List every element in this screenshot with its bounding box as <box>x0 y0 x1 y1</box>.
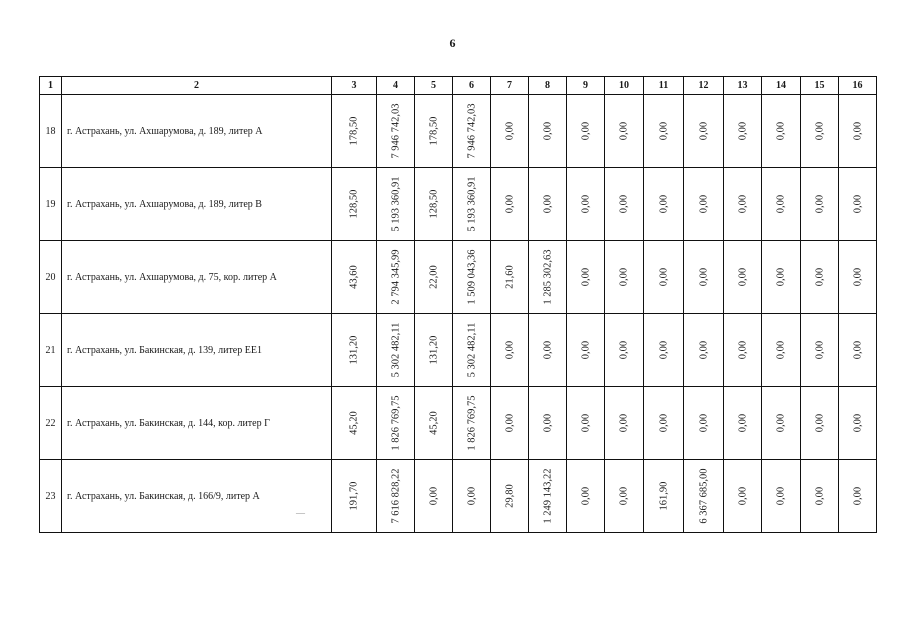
value-cell <box>491 95 529 168</box>
value-cell <box>453 95 491 168</box>
cell-value: 45,20 <box>348 411 360 435</box>
value-cell <box>605 387 644 460</box>
value-cell <box>529 460 567 533</box>
value-cell <box>839 95 877 168</box>
cell-value: 0,00 <box>658 413 669 433</box>
address-cell: г. Астрахань, ул. Ахшарумова, д. 75, кор. литер А <box>62 241 332 314</box>
value-cell <box>684 168 724 241</box>
value-cell <box>724 241 762 314</box>
cell-value: 0,00 <box>698 340 709 360</box>
cell-value: 5 193 360,91 <box>390 176 401 232</box>
value-cell <box>801 241 839 314</box>
cell-value: 0,00 <box>814 340 825 360</box>
cell-value: 1 826 769,75 <box>390 395 401 451</box>
value-cell <box>839 460 877 533</box>
column-header: 2 <box>62 77 332 95</box>
cell-value: 191,70 <box>348 481 360 511</box>
address-cell: г. Астрахань, ул. Ахшарумова, д. 189, литер А <box>62 95 332 168</box>
column-header: 9 <box>567 77 605 95</box>
value-cell <box>839 314 877 387</box>
cell-value: 0,00 <box>852 340 863 360</box>
value-cell <box>644 95 684 168</box>
value-cell <box>377 460 415 533</box>
value-cell <box>684 314 724 387</box>
value-cell <box>605 460 644 533</box>
cell-value: 0,00 <box>737 267 748 287</box>
address-cell: г. Астрахань, ул. Ахшарумова, д. 189, литер В <box>62 168 332 241</box>
cell-value: 0,00 <box>580 486 591 506</box>
value-cell <box>567 460 605 533</box>
cell-value: 0,00 <box>814 486 825 506</box>
value-cell <box>839 387 877 460</box>
value-cell <box>567 387 605 460</box>
value-cell <box>839 168 877 241</box>
cell-value: 0,00 <box>504 121 515 141</box>
cell-value: 0,00 <box>428 486 439 506</box>
cell-value: 0,00 <box>737 121 748 141</box>
cell-value: 0,00 <box>775 486 787 506</box>
cell-value: 43,60 <box>348 265 360 289</box>
cell-value: 0,00 <box>580 121 591 141</box>
value-cell <box>332 387 377 460</box>
cell-value: 178,50 <box>428 116 439 146</box>
column-header: 1 <box>40 77 62 95</box>
column-header: 3 <box>332 77 377 95</box>
value-cell <box>567 168 605 241</box>
value-cell <box>684 460 724 533</box>
cell-value: 0,00 <box>618 121 630 141</box>
cell-value: 0,00 <box>852 413 863 433</box>
value-cell <box>684 241 724 314</box>
column-header: 11 <box>644 77 684 95</box>
value-cell <box>762 387 801 460</box>
value-cell <box>567 241 605 314</box>
cell-value: 0,00 <box>542 194 553 214</box>
cell-value: 0,00 <box>542 340 553 360</box>
cell-value: 161,90 <box>658 481 669 511</box>
value-cell <box>377 314 415 387</box>
value-cell <box>415 314 453 387</box>
value-cell <box>801 168 839 241</box>
value-cell <box>453 168 491 241</box>
value-cell <box>529 314 567 387</box>
cell-value: 0,00 <box>658 267 669 287</box>
value-cell <box>724 387 762 460</box>
value-cell <box>377 387 415 460</box>
cell-value: 0,00 <box>852 194 863 214</box>
column-header: 4 <box>377 77 415 95</box>
value-cell <box>415 168 453 241</box>
value-cell <box>415 387 453 460</box>
cell-value: 0,00 <box>698 413 709 433</box>
row-number: 18 <box>40 95 62 168</box>
value-cell <box>724 95 762 168</box>
value-cell <box>529 168 567 241</box>
value-cell <box>491 460 529 533</box>
value-cell <box>377 168 415 241</box>
value-cell <box>644 241 684 314</box>
value-cell <box>762 314 801 387</box>
cell-value: 0,00 <box>658 340 669 360</box>
value-cell <box>332 460 377 533</box>
value-cell <box>644 460 684 533</box>
cell-value: 1 509 043,36 <box>466 249 477 305</box>
cell-value: 0,00 <box>737 413 748 433</box>
value-cell <box>801 314 839 387</box>
cell-value: 131,20 <box>348 335 360 365</box>
column-header: 12 <box>684 77 724 95</box>
value-cell <box>762 95 801 168</box>
cell-value: 0,00 <box>852 267 863 287</box>
value-cell <box>644 168 684 241</box>
value-cell <box>605 314 644 387</box>
value-cell <box>801 387 839 460</box>
column-header: 10 <box>605 77 644 95</box>
row-number: 20 <box>40 241 62 314</box>
cell-value: 0,00 <box>775 121 787 141</box>
column-header: 5 <box>415 77 453 95</box>
cell-value: 0,00 <box>580 267 591 287</box>
table-row <box>40 168 877 241</box>
cell-value: 0,00 <box>504 194 515 214</box>
cell-value: 7 946 742,03 <box>390 103 401 159</box>
cell-value: 0,00 <box>775 340 787 360</box>
value-cell <box>332 168 377 241</box>
value-cell <box>529 241 567 314</box>
value-cell <box>684 95 724 168</box>
cell-value: 5 302 482,11 <box>390 322 401 378</box>
row-number: 21 <box>40 314 62 387</box>
value-cell <box>453 387 491 460</box>
cell-value: 7 616 828,22 <box>390 468 401 524</box>
value-cell <box>567 95 605 168</box>
column-header: 13 <box>724 77 762 95</box>
value-cell <box>415 95 453 168</box>
cell-value: 0,00 <box>814 121 825 141</box>
table-row <box>40 241 877 314</box>
value-cell <box>762 241 801 314</box>
value-cell <box>491 314 529 387</box>
cell-value: 5 302 482,11 <box>466 322 477 378</box>
cell-value: 0,00 <box>542 413 553 433</box>
cell-value: 128,50 <box>348 189 360 219</box>
cell-value: 0,00 <box>852 486 863 506</box>
cell-value: 0,00 <box>775 267 787 287</box>
cell-value: 0,00 <box>504 413 515 433</box>
value-cell <box>453 460 491 533</box>
cell-value: 0,00 <box>852 121 863 141</box>
cell-value: 0,00 <box>504 340 515 360</box>
value-cell <box>801 95 839 168</box>
value-cell <box>332 95 377 168</box>
value-cell <box>762 460 801 533</box>
value-cell <box>415 241 453 314</box>
table-row <box>40 387 877 460</box>
value-cell <box>453 241 491 314</box>
value-cell <box>801 460 839 533</box>
cell-value: 128,50 <box>428 189 439 219</box>
value-cell <box>529 95 567 168</box>
cell-value: 45,20 <box>428 411 439 435</box>
column-header: 16 <box>839 77 877 95</box>
value-cell <box>724 314 762 387</box>
value-cell <box>377 95 415 168</box>
value-cell <box>491 387 529 460</box>
cell-value: 0,00 <box>814 413 825 433</box>
value-cell <box>332 314 377 387</box>
column-header: 6 <box>453 77 491 95</box>
cell-value: 2 794 345,99 <box>390 249 401 305</box>
column-header: 14 <box>762 77 801 95</box>
cell-value: 21,60 <box>504 265 515 289</box>
cell-value: 0,00 <box>814 267 825 287</box>
cell-value: 0,00 <box>775 194 787 214</box>
value-cell <box>644 387 684 460</box>
registry-table <box>39 76 877 533</box>
cell-value: 1 826 769,75 <box>466 395 477 451</box>
value-cell <box>567 314 605 387</box>
cell-value: 6 367 685,00 <box>698 468 709 524</box>
value-cell <box>491 241 529 314</box>
value-cell <box>605 241 644 314</box>
page-number: 6 <box>449 36 456 50</box>
cell-value: 0,00 <box>737 486 748 506</box>
cell-value: 0,00 <box>618 486 630 506</box>
value-cell <box>724 168 762 241</box>
cell-value: 0,00 <box>618 413 630 433</box>
row-number: 23 <box>40 460 62 533</box>
value-cell <box>644 314 684 387</box>
table-row <box>40 314 877 387</box>
cell-value: 0,00 <box>698 121 709 141</box>
cell-value: 131,20 <box>428 335 439 365</box>
cell-value: 1 285 302,63 <box>542 249 553 305</box>
cell-value: 0,00 <box>698 194 709 214</box>
value-cell <box>491 168 529 241</box>
cell-value: 178,50 <box>348 116 360 146</box>
column-header: 15 <box>801 77 839 95</box>
cell-value: 0,00 <box>658 194 669 214</box>
row-number: 19 <box>40 168 62 241</box>
value-cell <box>762 168 801 241</box>
value-cell <box>724 460 762 533</box>
stray-pen-mark: — <box>296 508 305 518</box>
cell-value: 1 249 143,22 <box>542 468 553 524</box>
cell-value: 0,00 <box>775 413 787 433</box>
cell-value: 0,00 <box>814 194 825 214</box>
cell-value: 7 946 742,03 <box>466 103 477 159</box>
table-header-row <box>40 77 877 95</box>
value-cell <box>529 387 567 460</box>
value-cell <box>415 460 453 533</box>
cell-value: 0,00 <box>580 340 591 360</box>
cell-value: 0,00 <box>466 486 477 506</box>
value-cell <box>684 387 724 460</box>
cell-value: 0,00 <box>618 267 630 287</box>
value-cell <box>839 241 877 314</box>
table-row <box>40 460 877 533</box>
value-cell <box>377 241 415 314</box>
cell-value: 5 193 360,91 <box>466 176 477 232</box>
value-cell <box>605 95 644 168</box>
value-cell <box>605 168 644 241</box>
column-header: 7 <box>491 77 529 95</box>
cell-value: 0,00 <box>542 121 553 141</box>
cell-value: 0,00 <box>698 267 709 287</box>
cell-value: 22,00 <box>428 265 439 289</box>
cell-value: 0,00 <box>580 413 591 433</box>
cell-value: 0,00 <box>618 340 630 360</box>
address-cell: г. Астрахань, ул. Бакинская, д. 166/9, литер А <box>62 460 332 533</box>
row-number: 22 <box>40 387 62 460</box>
value-cell <box>332 241 377 314</box>
cell-value: 0,00 <box>580 194 591 214</box>
value-cell <box>453 314 491 387</box>
column-header: 8 <box>529 77 567 95</box>
cell-value: 0,00 <box>658 121 669 141</box>
cell-value: 29,80 <box>504 484 515 508</box>
cell-value: 0,00 <box>737 340 748 360</box>
cell-value: 0,00 <box>618 194 630 214</box>
address-cell: г. Астрахань, ул. Бакинская, д. 144, кор. литер Г <box>62 387 332 460</box>
table-row <box>40 95 877 168</box>
cell-value: 0,00 <box>737 194 748 214</box>
address-cell: г. Астрахань, ул. Бакинская, д. 139, литер ЕЕ1 <box>62 314 332 387</box>
